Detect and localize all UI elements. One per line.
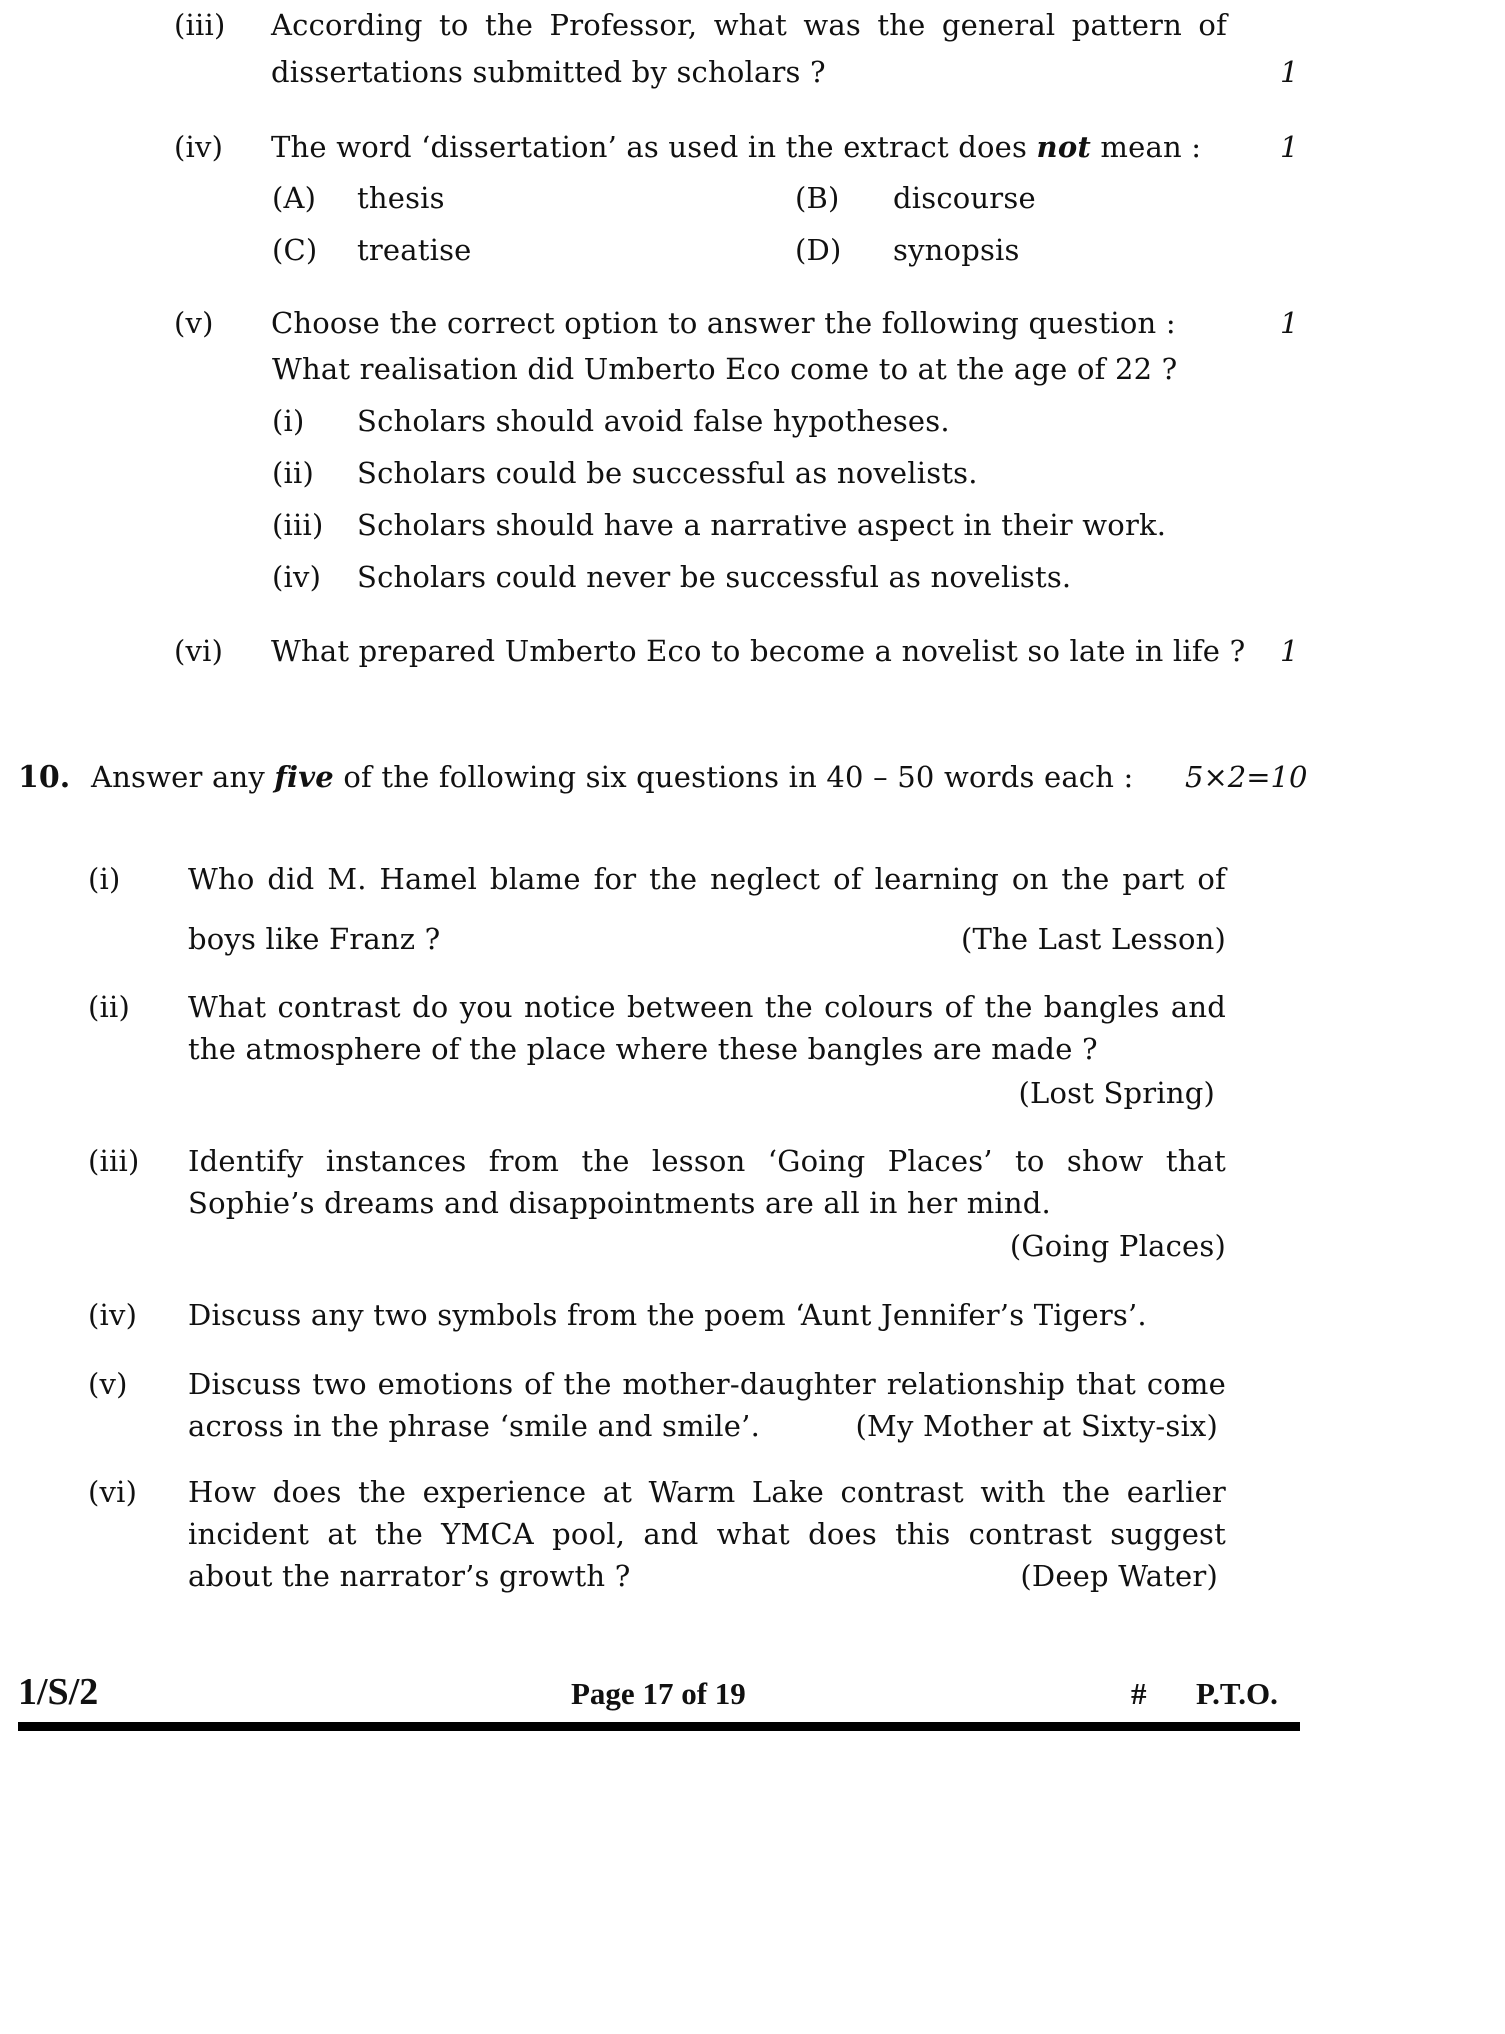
- part-label: (iii): [174, 8, 226, 42]
- source-lesson: (The Last Lesson): [960, 922, 1226, 956]
- item-text-line: Discuss two emotions of the mother-daughter relationship that come: [188, 1367, 1226, 1401]
- stem-text: The word ‘dissertation’ as used in the extract does: [271, 130, 1037, 164]
- question-text-line: According to the Professor, what was the general pattern of: [271, 8, 1227, 42]
- option-text: Scholars could be successful as novelists.: [357, 456, 978, 490]
- part-label: (v): [174, 306, 214, 340]
- option-text: treatise: [357, 233, 472, 267]
- question-text-line: dissertations submitted by scholars ?: [271, 55, 826, 89]
- item-label: (iv): [88, 1298, 138, 1332]
- option-key: (iii): [272, 508, 324, 542]
- marks-value: 1: [1280, 130, 1299, 164]
- option-text: Scholars could never be successful as novelists.: [357, 560, 1072, 594]
- item-text-line: Sophie’s dreams and disappointments are all in her mind.: [188, 1186, 1051, 1220]
- question-text-line: Choose the correct option to answer the following question :: [271, 306, 1176, 340]
- item-text-line: What contrast do you notice between the colours of the bangles and: [188, 990, 1226, 1024]
- instruction-text: of the following six questions in 40 – 50 words each :: [333, 760, 1134, 794]
- marks-value: 1: [1280, 306, 1299, 340]
- emphasis-five: five: [274, 760, 334, 794]
- pto-label: P.T.O.: [1196, 1676, 1278, 1711]
- option-key: (C): [272, 233, 318, 267]
- option-key: (A): [272, 181, 317, 215]
- question-text-line: What prepared Umberto Eco to become a novelist so late in life ?: [271, 634, 1246, 668]
- source-lesson: (Deep Water): [1020, 1559, 1218, 1593]
- item-label: (ii): [88, 990, 130, 1024]
- item-text-line: Who did M. Hamel blame for the neglect of learning on the part of: [188, 862, 1226, 896]
- footer-rule-divider: [18, 1722, 1300, 1731]
- item-text-line: the atmosphere of the place where these bangles are made ?: [188, 1032, 1098, 1066]
- item-text-line: boys like Franz ?: [188, 922, 441, 956]
- question-number: 10.: [18, 760, 71, 795]
- question-instruction: [91, 760, 1134, 794]
- item-label: (v): [88, 1367, 128, 1401]
- item-text-line: incident at the YMCA pool, and what does this contrast suggest: [188, 1517, 1226, 1551]
- option-key: (i): [272, 404, 305, 438]
- item-text-line: Identify instances from the lesson ‘Going Places’ to show that: [188, 1144, 1226, 1178]
- stem-text: mean :: [1090, 130, 1202, 164]
- page-number: Page 17 of 19: [571, 1676, 746, 1711]
- question-text-line: [271, 130, 1201, 164]
- question-text-line: What realisation did Umberto Eco come to at the age of 22 ?: [272, 352, 1178, 386]
- instruction-text: Answer any: [91, 760, 275, 794]
- marks-value: 1: [1280, 634, 1299, 668]
- option-text: synopsis: [893, 233, 1020, 267]
- source-lesson: (Going Places): [1009, 1229, 1226, 1263]
- item-label: (vi): [88, 1475, 138, 1509]
- marks-value: 5×2=10: [1185, 760, 1308, 794]
- item-label: (iii): [88, 1144, 140, 1178]
- item-text-line: How does the experience at Warm Lake contrast with the earlier: [188, 1475, 1226, 1509]
- option-text: thesis: [357, 181, 445, 215]
- item-text-line: about the narrator’s growth ?: [188, 1559, 631, 1593]
- item-label: (i): [88, 862, 121, 896]
- option-text: Scholars should avoid false hypotheses.: [357, 404, 950, 438]
- option-text: discourse: [893, 181, 1036, 215]
- option-key: (B): [795, 181, 840, 215]
- item-text-line: across in the phrase ‘smile and smile’.: [188, 1409, 760, 1443]
- source-lesson: (Lost Spring): [1018, 1076, 1215, 1110]
- emphasis-not: not: [1036, 130, 1091, 164]
- hash-symbol: #: [1131, 1676, 1147, 1711]
- option-key: (iv): [272, 560, 322, 594]
- part-label: (vi): [174, 634, 224, 668]
- option-key: (D): [795, 233, 842, 267]
- part-label: (iv): [174, 130, 224, 164]
- marks-value: 1: [1280, 55, 1299, 89]
- source-lesson: (My Mother at Sixty-six): [855, 1409, 1218, 1443]
- item-text-line: Discuss any two symbols from the poem ‘Aunt Jennifer’s Tigers’.: [188, 1298, 1147, 1332]
- option-key: (ii): [272, 456, 314, 490]
- paper-code: 1/S/2: [18, 1671, 99, 1713]
- option-text: Scholars should have a narrative aspect in their work.: [357, 508, 1167, 542]
